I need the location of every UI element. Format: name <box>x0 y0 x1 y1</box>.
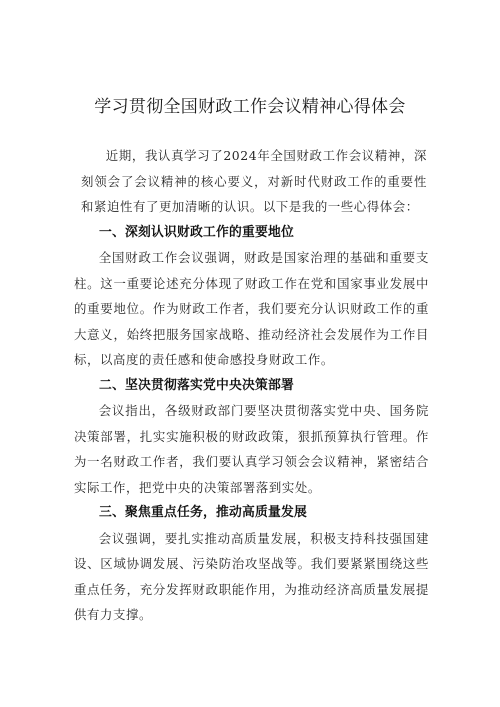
intro-paragraph: 近期，我认真学习了2024年全国财政工作会议精神，深刻领会了会议精神的核心要义，对新时代财政工作的重要性和紧迫性有了更加清晰的认识。以下是我的一些心得体会： <box>81 148 427 214</box>
section-paragraph: 会议指出，各级财政部门要坚决贯彻落实党中央、国务院决策部署，扎实实施积极的财政政策，狠抓预算执行管理。作为一名财政工作者，我们要认真学习领会会议精神，紧密结合实际工作，把党中央的决策部署落到实处。 <box>74 403 429 495</box>
section-heading: 二、坚决贯彻落实党中央决策部署 <box>99 377 294 393</box>
section-heading: 一、深刻认识财政工作的重要地位 <box>99 224 294 240</box>
document-title: 学习贯彻全国财政工作会议精神心得体会 <box>94 97 406 117</box>
section-heading: 三、聚焦重点任务，推动高质量发展 <box>99 505 307 520</box>
section-paragraph: 会议强调，要扎实推动高质量发展，积极支持科技强国建设、区域协调发展、污染防治攻坚战等。我们要紧紧围绕这些重点任务，充分发挥财政职能作用，为推动经济高质量发展提供有力支撑。 <box>74 530 429 622</box>
section-3 <box>75 500 429 628</box>
section-paragraph: 全国财政工作会议强调，财政是国家治理的基础和重要支柱。这一重要论述充分体现了财政工作在党和国家事业发展中的重要地位。作为财政工作者，我们要充分认识财政工作的重大意义，始终把服务国家战略、推动经济社会发展作为工作目标，以高度的责任感和使命感投身财政工作。 <box>74 250 429 367</box>
section-1 <box>75 220 429 373</box>
section-2 <box>75 373 429 501</box>
document-body <box>75 143 429 628</box>
